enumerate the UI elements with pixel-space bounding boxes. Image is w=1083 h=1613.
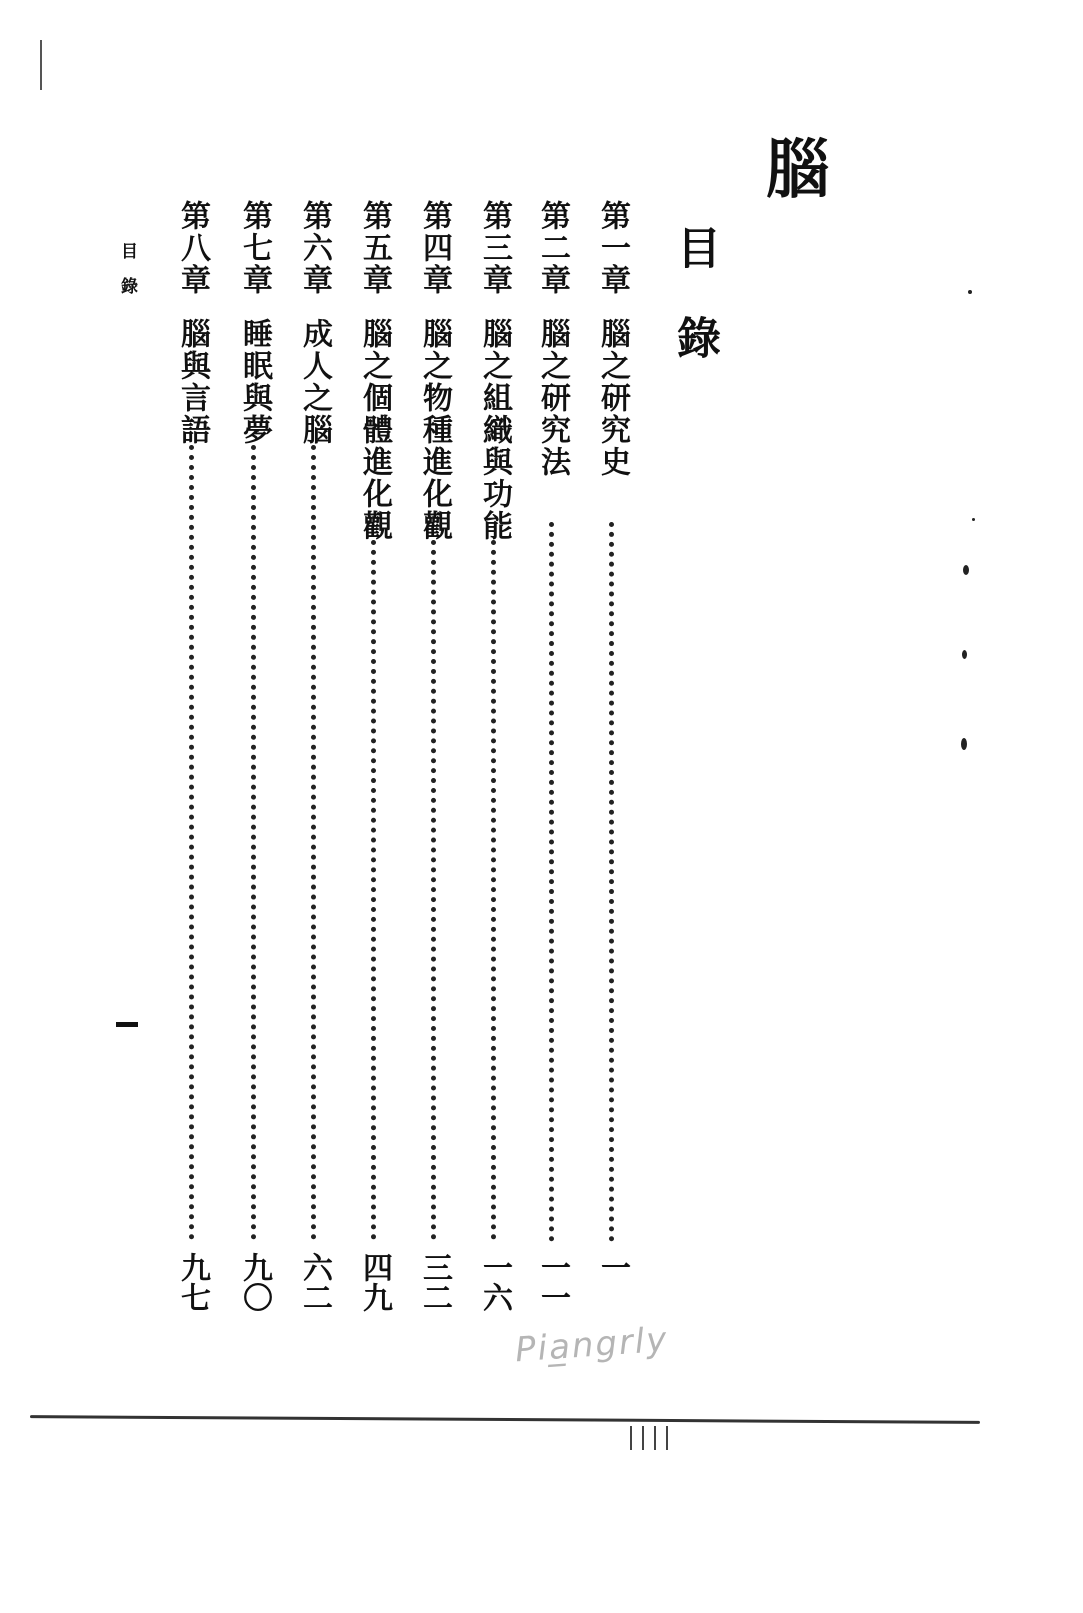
chapter-number: 第四章 [417,200,452,296]
chapter-title: 腦之研究史 [595,318,630,478]
chapter-page-number: 一一 [535,1252,570,1312]
chapter-number: 第一章 [595,200,630,296]
chapter-title: 睡眠與夢 [237,318,272,446]
chapter-title: 成人之腦 [297,318,332,446]
chapter-page-number: 一六 [477,1252,512,1312]
scan-speck [963,565,969,575]
dot-leader [371,540,381,1240]
chapter-number: 第二章 [535,200,570,296]
toc-entry[interactable] [414,200,454,1320]
chapter-number: 第五章 [357,200,392,296]
chapter-title: 腦之研究法 [535,318,570,478]
toc-entry[interactable] [234,200,274,1320]
dot-leader [431,540,441,1240]
bottom-edge-rule [30,1415,980,1424]
scan-speck [972,518,975,521]
chapter-title: 腦之組織與功能 [477,318,512,542]
bottom-edge-ticks [630,1426,690,1452]
toc-entry[interactable] [474,200,514,1320]
dot-leader [609,522,619,1242]
toc-entry[interactable] [532,200,572,1320]
chapter-page-number: 四九 [357,1252,392,1312]
chapter-number: 第六章 [297,200,332,296]
toc-heading: 目錄 [669,225,720,405]
chapter-title: 腦與言語 [175,318,210,446]
toc-entry[interactable] [354,200,394,1320]
handwritten-note: Pia̲ngrly [513,1319,670,1371]
scan-speck [961,738,967,750]
chapter-page-number: 一 [595,1252,630,1282]
scan-speck [962,650,967,659]
chapter-page-number: 三二 [417,1252,452,1312]
chapter-title: 腦之個體進化觀 [357,318,392,542]
chapter-number: 第八章 [175,200,210,296]
dot-leader [251,445,261,1240]
toc-entry[interactable] [592,200,632,1320]
dot-leader [491,540,501,1240]
chapter-title: 腦之物種進化觀 [417,318,452,542]
chapter-page-number: 九〇 [237,1252,272,1312]
chapter-page-number: 九七 [175,1252,210,1312]
page-folio [116,1022,138,1027]
running-head: 目錄 [117,242,137,312]
dot-leader [549,522,559,1242]
dot-leader [189,445,199,1240]
toc-entry[interactable] [172,200,212,1320]
toc-entry[interactable] [294,200,334,1320]
scan-edge-mark [40,40,42,90]
chapter-page-number: 六二 [297,1252,332,1312]
book-title: 腦 [755,135,830,199]
chapter-number: 第七章 [237,200,272,296]
dot-leader [311,445,321,1240]
scan-speck [968,290,972,294]
chapter-number: 第三章 [477,200,512,296]
